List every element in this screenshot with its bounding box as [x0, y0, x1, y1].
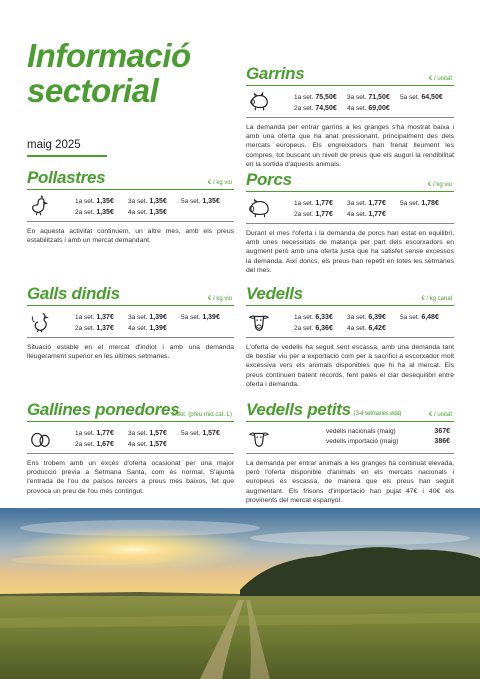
section-title: Garrins [246, 64, 305, 83]
price-row-importacio: vedells importació (maig) 386€ [326, 438, 450, 445]
section-header [27, 284, 234, 306]
cow-icon [248, 311, 270, 333]
pig-icon [248, 197, 270, 219]
price-1a: 1a set. 1,35€ [75, 198, 114, 205]
price-box [246, 194, 454, 224]
section-header [27, 400, 234, 422]
section-title: Gallines ponedores [27, 400, 180, 419]
section-title: Galls dindis [27, 284, 120, 303]
section-unit: € / unitat [428, 76, 452, 82]
section-header [246, 284, 454, 306]
section-text: En aquesta activitat continuem, un altre mes, amb els preus estabilitzats i amb un mercat demandant. [27, 228, 234, 245]
issue-date: maig 2025 [27, 139, 81, 151]
section-rule [27, 421, 234, 422]
price-5a: 5a set. 6,48€ [400, 314, 439, 321]
section-text: Ens trobem amb un excés d'oferta ocasionat per una major producció prèvia a Setmana Santa, com és normal. S'ajunta l'entrada de l'ou de països tercers a preus més baixos, fet que provoca un preu de l'ou més contingut. [27, 460, 234, 495]
eggs-icon [29, 427, 51, 449]
section-rule [246, 191, 454, 192]
price-box [27, 192, 234, 222]
section-title: Pollastres [27, 168, 106, 187]
section-header [246, 170, 454, 192]
title-line-2: sectorial [27, 72, 159, 109]
price-4a: 4a set. 1,39€ [128, 325, 167, 332]
section-pollastres [27, 168, 234, 245]
price-4a: 4a set. 1,77€ [347, 211, 386, 218]
price-3a: 3a set. 1,77€ [347, 200, 386, 207]
section-text: La demanda per entrar garrins a les granges s'ha mostrat baixa i amb una oferta que ha anat pressionant, principalment des dels mercats europeus. Els engreixadors han frenat lleument les compres, tot buscant un nivell de preus que els auguri la rendibilitat en la sortida d'aquests animals. [246, 124, 454, 168]
section-title: Porcs [246, 170, 292, 189]
section-unit: € / kg canal [421, 296, 452, 302]
price-3a: 3a set. 1,57€ [128, 430, 167, 437]
section-vedells-petits [246, 400, 454, 505]
page-title [27, 38, 227, 108]
section-gallines-ponedores [27, 400, 234, 496]
section-text: Situació estable en el mercat d'indiot i amb una demanda lleugerament superior en les últimes setmanes. [27, 344, 234, 361]
price-2a: 2a set. 6,36€ [294, 325, 333, 332]
price-2a: 2a set. 1,67€ [75, 441, 114, 448]
price-5a: 5a set. 1,78€ [400, 200, 439, 207]
price-1a: 1a set. 1,77€ [294, 200, 333, 207]
price-4a: 4a set. 6,42€ [347, 325, 386, 332]
section-title: Vedells petits (3-4 setmanes vida) [246, 400, 402, 419]
price-box [246, 424, 454, 454]
section-unit: € / kg viu [427, 182, 452, 188]
section-header [27, 168, 234, 190]
chicken-icon [29, 195, 51, 217]
section-text: La demanda per entrar animals a les granges ha continuat elevada, però l'oferta disponible d'animals en els mercats nacionals i europeus és escassa, de manera que els preus han seguit augmentant. Els frisons d'importació han pujat 47€ i 40€ els provinents del mercat espanyol. [246, 460, 454, 504]
title-line-1: Informació [27, 37, 191, 74]
price-3a: 3a set. 1,35€ [128, 198, 167, 205]
section-unit: € / kg viu [207, 180, 232, 186]
price-1a: 1a set. 1,37€ [75, 314, 114, 321]
section-rule [27, 305, 234, 306]
section-text: Durant el mes l'oferta i la demanda de porcs han estat en equilibri, amb unes necessitats de matança per part dels escorxadors en augment però amb una oferta justa que ha satisfet sense excessos la demanda. Així doncs, els preus han repetit en totes les setmanes del mes. [246, 230, 454, 274]
price-box [246, 308, 454, 338]
price-box [27, 308, 234, 338]
price-4a: 4a set. 1,57€ [128, 441, 167, 448]
price-5a: 5a set. 1,35€ [181, 198, 220, 205]
section-header [246, 64, 454, 86]
price-3a: 3a set. 1,39€ [128, 314, 167, 321]
price-box [27, 424, 234, 454]
section-galls-dindis [27, 284, 234, 361]
price-4a: 4a set. 69,00€ [347, 105, 390, 112]
section-vedells [246, 284, 454, 389]
landscape-illustration [0, 508, 480, 679]
section-rule [246, 305, 454, 306]
price-2a: 2a set. 74,50€ [294, 105, 337, 112]
section-header [246, 400, 454, 422]
section-unit: €/dot. (preu mid cat. L) [171, 412, 232, 418]
section-text: L'oferta de vedells ha seguit sent escassa, amb una demanda tant de bestiar viu per a exportació com per a sacrifici a escorxador molt excessiva vers els animals disponibles que hi ha al mercat. Els preus continuen batent rècords, fent palès el clar desequilibri entre oferta i demanda. [246, 344, 454, 388]
section-rule [246, 85, 454, 86]
price-5a: 5a set. 64,50€ [400, 94, 443, 101]
price-row-nacionals: vedells nacionals (maig) 367€ [326, 428, 450, 435]
price-1a: 1a set. 75,50€ [294, 94, 337, 101]
section-unit: € / unitat [428, 412, 452, 418]
wheat-field-sunset-photo [0, 508, 480, 679]
price-4a: 4a set. 1,35€ [128, 209, 167, 216]
price-3a: 3a set. 71,50€ [347, 94, 390, 101]
section-rule [27, 189, 234, 190]
price-1a: 1a set. 6,33€ [294, 314, 333, 321]
price-box [246, 88, 454, 118]
price-5a: 5a set. 1,39€ [181, 314, 220, 321]
section-rule [246, 421, 454, 422]
section-subtitle: (3-4 setmanes vida) [353, 411, 402, 417]
price-1a: 1a set. 1,77€ [75, 430, 114, 437]
section-porcs [246, 170, 454, 275]
section-unit: € / kg viu [207, 296, 232, 302]
price-5a: 5a set. 1,57€ [181, 430, 220, 437]
price-3a: 3a set. 6,39€ [347, 314, 386, 321]
date-underline [27, 155, 107, 157]
price-2a: 2a set. 1,35€ [75, 209, 114, 216]
section-title: Vedells [246, 284, 303, 303]
calf-icon [248, 427, 270, 449]
piglet-icon [248, 91, 270, 113]
turkey-icon [29, 311, 51, 333]
price-2a: 2a set. 1,77€ [294, 211, 333, 218]
price-2a: 2a set. 1,37€ [75, 325, 114, 332]
section-garrins [246, 64, 454, 169]
